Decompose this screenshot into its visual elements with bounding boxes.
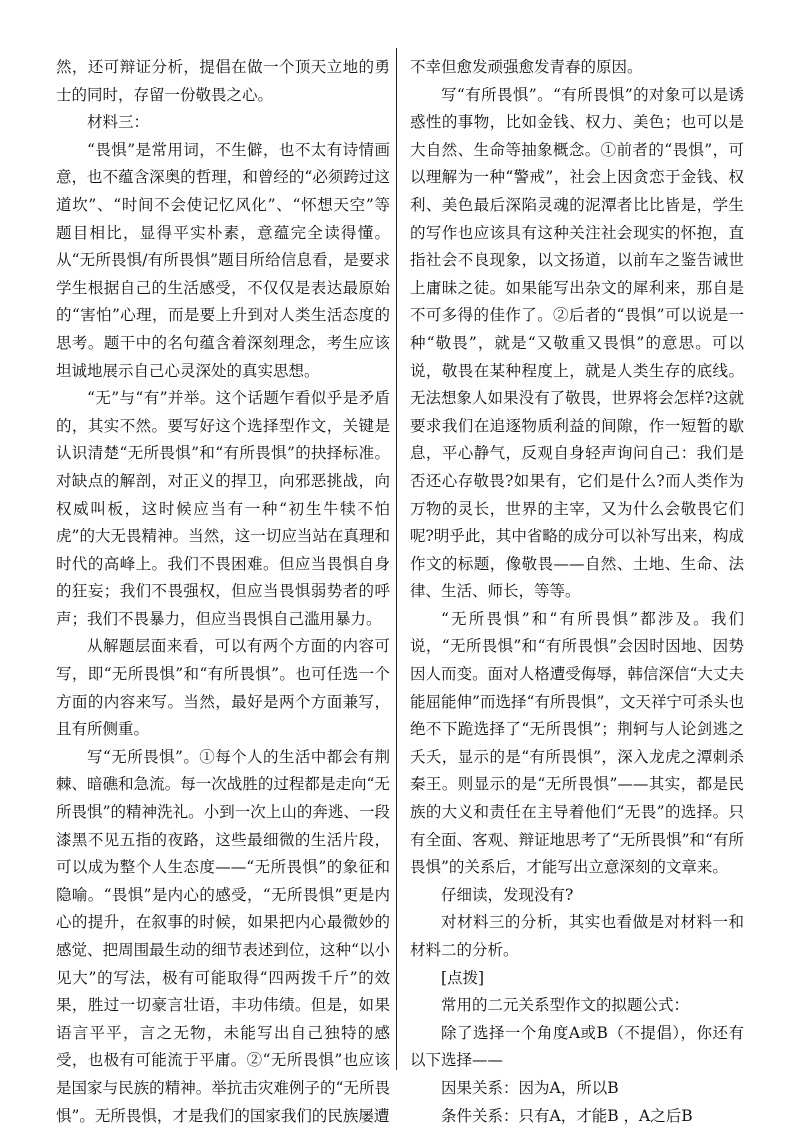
- paragraph: 常用的二元关系型作文的拟题公式：: [441, 996, 690, 1015]
- paragraph: 不幸但愈发顽强愈发青春的原因。: [410, 58, 643, 76]
- paragraph: [点拨]: [441, 968, 485, 987]
- left-column: [56, 54, 390, 1130]
- paragraph: 写“无所畏惧”。①每个人的生活中都会有荆棘、暗礁和急流。每一次战胜的过程都是走向“无所畏惧”的精神洗礼。小到一次上山的奔逃、一段漆黑不见五指的夜路，这些最细微的生活片段，可以成为整个人生态度——“无所畏惧”的象征和隐喻。“畏惧”是内心的感受，“无所畏惧”更是内心的提升，在叙事的时候，如果把内心最微妙的感觉、把周围最生动的细节表述到位，这种“以小见大”的写法，极有可能取得“四两拨千斤”的效果，胜过一切豪言壮语，丰功伟绩。但是，如果语言平平，言之无物，未能写出自己独特的感受，也极有可能流于平庸。②“无所畏惧”也应该是国家与民族的精神。举抗击灾难例子的“无所畏惧”。无所畏惧，才是我们的国家我们的民族屡遭: [56, 747, 390, 1125]
- paragraph: 然，还可辩证分析，提倡在做一个顶天立地的勇士的同时，存留一份敬畏之心。: [56, 58, 390, 104]
- paragraph: 对材料三的分析，其实也看做是对材料一和材料二的分析。: [410, 913, 744, 959]
- paragraph: 从解题层面来看，可以有两个方面的内容可写，即“无所畏惧”和“有所畏惧”。也可任选一个方面的内容来写。当然，最好是两个方面兼写，且有所侧重。: [56, 637, 390, 739]
- paragraph: 条件关系：只有A，才能B ，A之后B: [441, 1106, 693, 1125]
- paragraph: 写“有所畏惧”。“有所畏惧”的对象可以是诱惑性的事物，比如金钱、权力、美色；也可以是大自然、生命等抽象概念。①前者的“畏惧”，可以理解为一种“警戒”，社会上因贪恋于金钱、权利、美色最后深陷灵魂的泥潭者比比皆是，学生的写作也应该具有这种关注社会现实的怀抱，直指社会不良现象，以文扬道，以前车之鉴告诫世上庸昧之徒。如果能写出杂文的犀利来，那自是不可多得的佳作了。②后者的“畏惧”可以说是一种“敬畏”，就是“又敬重又畏惧”的意思。可以说，敬畏在某种程度上，就是人类生存的底线。无法想象人如果没有了敬畏，世界将会怎样?这就要求我们在追逐物质利益的间隙，作一短暂的歇息，平心静气，反观自身轻声询问自己：我们是否还心存敬畏?如果有，它们是什么?而人类作为万物的灵长，世界的主宰，又为什么会敬畏它们呢?明乎此，其中省略的成分可以补写出来，构成作文的标题，像敬畏——自然、土地、生命、法律、生活、师长，等等。: [410, 85, 744, 601]
- column-divider: [396, 48, 397, 1070]
- paragraph: “无”与“有”并举。这个话题乍看似乎是矛盾的，其实不然。要写好这个选择型作文，关键是认识清楚“无所畏惧”和“有所畏惧”的抉择标准。对缺点的解剖，对正义的捍卫，向邪恶挑战，向权威叫板，这时候应当有一种“初生牛犊不怕虎”的大无畏精神。当然，这一切应当站在真理和时代的高峰上。我们不畏困难。但应当畏惧自身的狂妄；我们不畏强权，但应当畏惧弱势者的呼声；我们不畏暴力，但应当畏惧自己滥用暴力。: [56, 389, 390, 628]
- paragraph: 因果关系：因为A，所以B: [441, 1078, 619, 1097]
- paragraph: “畏惧”是常用词，不生僻，也不太有诗情画意，也不蕴含深奥的哲理，和曾经的“必须跨过这道坎”、“时间不会使记忆风化”、“怀想天空”等题目相比，显得平实朴素，意蕴完全读得懂。从“无所畏惧/有所畏惧”题目所给信息看，是要求学生根据自己的生活感受，不仅仅是表达最原始的“害怕”心理，而是要上升到对人类生活态度的思考。题干中的名句蕴含着深刻理念，考生应该坦诚地展示自己心灵深处的真实思想。: [56, 140, 390, 380]
- paragraph: 材料三：: [87, 113, 150, 132]
- paragraph: “无所畏惧”和“有所畏惧”都涉及。我们说，“无所畏惧”和“有所畏惧”会因时因地、因势因人而变。面对人格遭受侮辱，韩信深信“大丈夫能屈能伸”而选择“有所畏惧”，文天祥宁可杀头也绝不下跪选择了“无所畏惧”；荆轲与人论剑逃之夭夭，显示的是“有所畏惧”，深入龙虎之潭刺杀秦王。则显示的是“无所畏惧”——其实，都是民族的大义和责任在主导着他们“无畏”的选择。只有全面、客观、辩证地思考了“无所畏惧”和“有所畏惧”的关系后，才能写出立意深刻的文章来。: [410, 609, 744, 877]
- paragraph: 除了选择一个角度A或B（不提倡），你还有以下选择——: [410, 1023, 744, 1070]
- right-column: [410, 54, 744, 1130]
- paragraph: 仔细读，发现没有?: [441, 885, 574, 904]
